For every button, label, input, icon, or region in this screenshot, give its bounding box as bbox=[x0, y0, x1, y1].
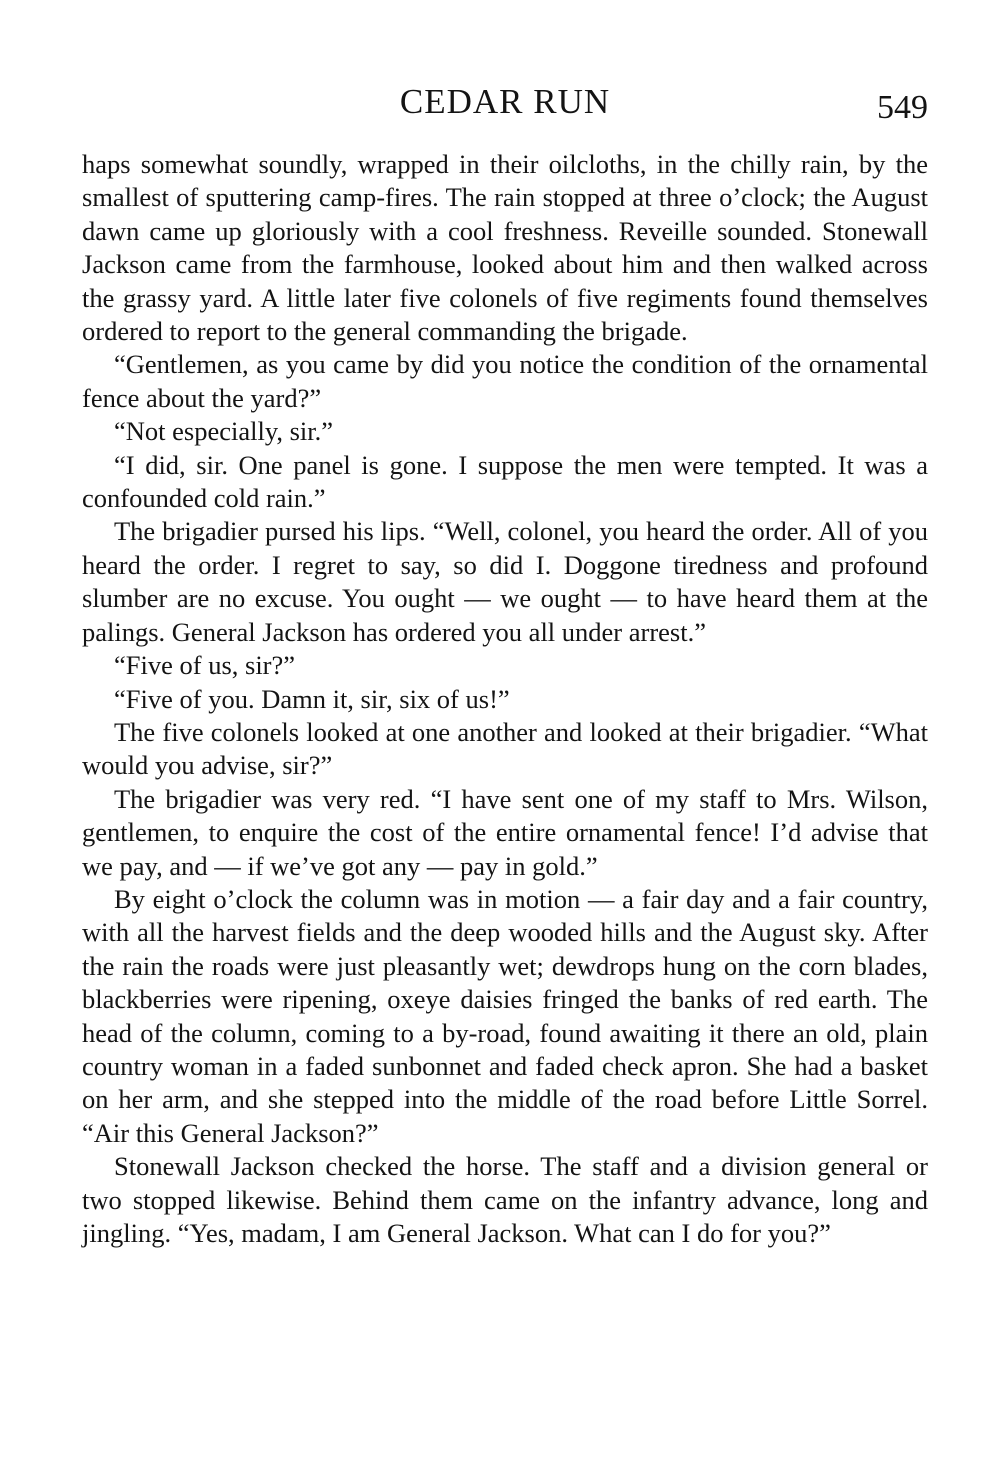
paragraph: “Gentlemen, as you came by did you notice the condition of the ornamental fence about the yard?” bbox=[82, 349, 928, 413]
paragraph: haps somewhat soundly, wrapped in their oilcloths, in the chilly rain, by the smallest of sputtering camp-fires. The rain stopped at three o’clock; the August dawn came up gloriously with a cool freshness. Reveille sounded. Stonewall Jackson came from the farmhouse, looked about him and then walked across the grassy yard. A little later five colonels of five regiments found themselves ordered to report to the general commanding the brigade. bbox=[82, 149, 928, 347]
page-header bbox=[82, 78, 928, 136]
paragraph: Stonewall Jackson checked the horse. The staff and a division general or two stopped likewise. Behind them came on the infantry advance, long and jingling. “Yes, madam, I am General Jackson. What can I do for you?” bbox=[82, 1151, 928, 1248]
page-number: 549 bbox=[877, 89, 928, 126]
paragraph: The brigadier pursed his lips. “Well, colonel, you heard the order. All of you heard the order. I regret to say, so did I. Doggone tiredness and profound slumber are no excuse. You ought — we ought — to have heard them at the palings. General Jackson has ordered you all under arrest.” bbox=[82, 516, 928, 647]
paragraph: “Not especially, sir.” bbox=[114, 416, 334, 447]
running-title: CEDAR RUN bbox=[399, 82, 611, 121]
paragraph: The brigadier was very red. “I have sent one of my staff to Mrs. Wilson, gentlemen, to enquire the cost of the entire ornamental fence! I’d advise that we pay, and — if we’ve got any — pay in gold.” bbox=[82, 783, 928, 881]
book-page bbox=[82, 78, 928, 1250]
paragraph: “Five of you. Damn it, sir, six of us!” bbox=[114, 683, 510, 714]
body-text bbox=[82, 148, 928, 1250]
paragraph: “I did, sir. One panel is gone. I suppose the men were tempted. It was a confounded cold rain.” bbox=[82, 449, 928, 514]
paragraph: The five colonels looked at one another and looked at their brigadier. “What would you advise, sir?” bbox=[82, 716, 928, 781]
paragraph: By eight o’clock the column was in motion — a fair day and a fair country, with all the harvest fields and the deep wooded hills and the August sky. After the rain the roads were just pleasantly wet; dewdrops hung on the corn blades, blackberries were ripening, oxeye daisies fringed the banks of red earth. The head of the column, coming to a by-road, found awaiting it there an old, plain country woman in a faded sunbonnet and faded check apron. She had a basket on her arm, and she stepped into the middle of the road before Little Sorrel. “Air this General Jackson?” bbox=[82, 883, 928, 1148]
paragraph: “Five of us, sir?” bbox=[114, 650, 296, 681]
